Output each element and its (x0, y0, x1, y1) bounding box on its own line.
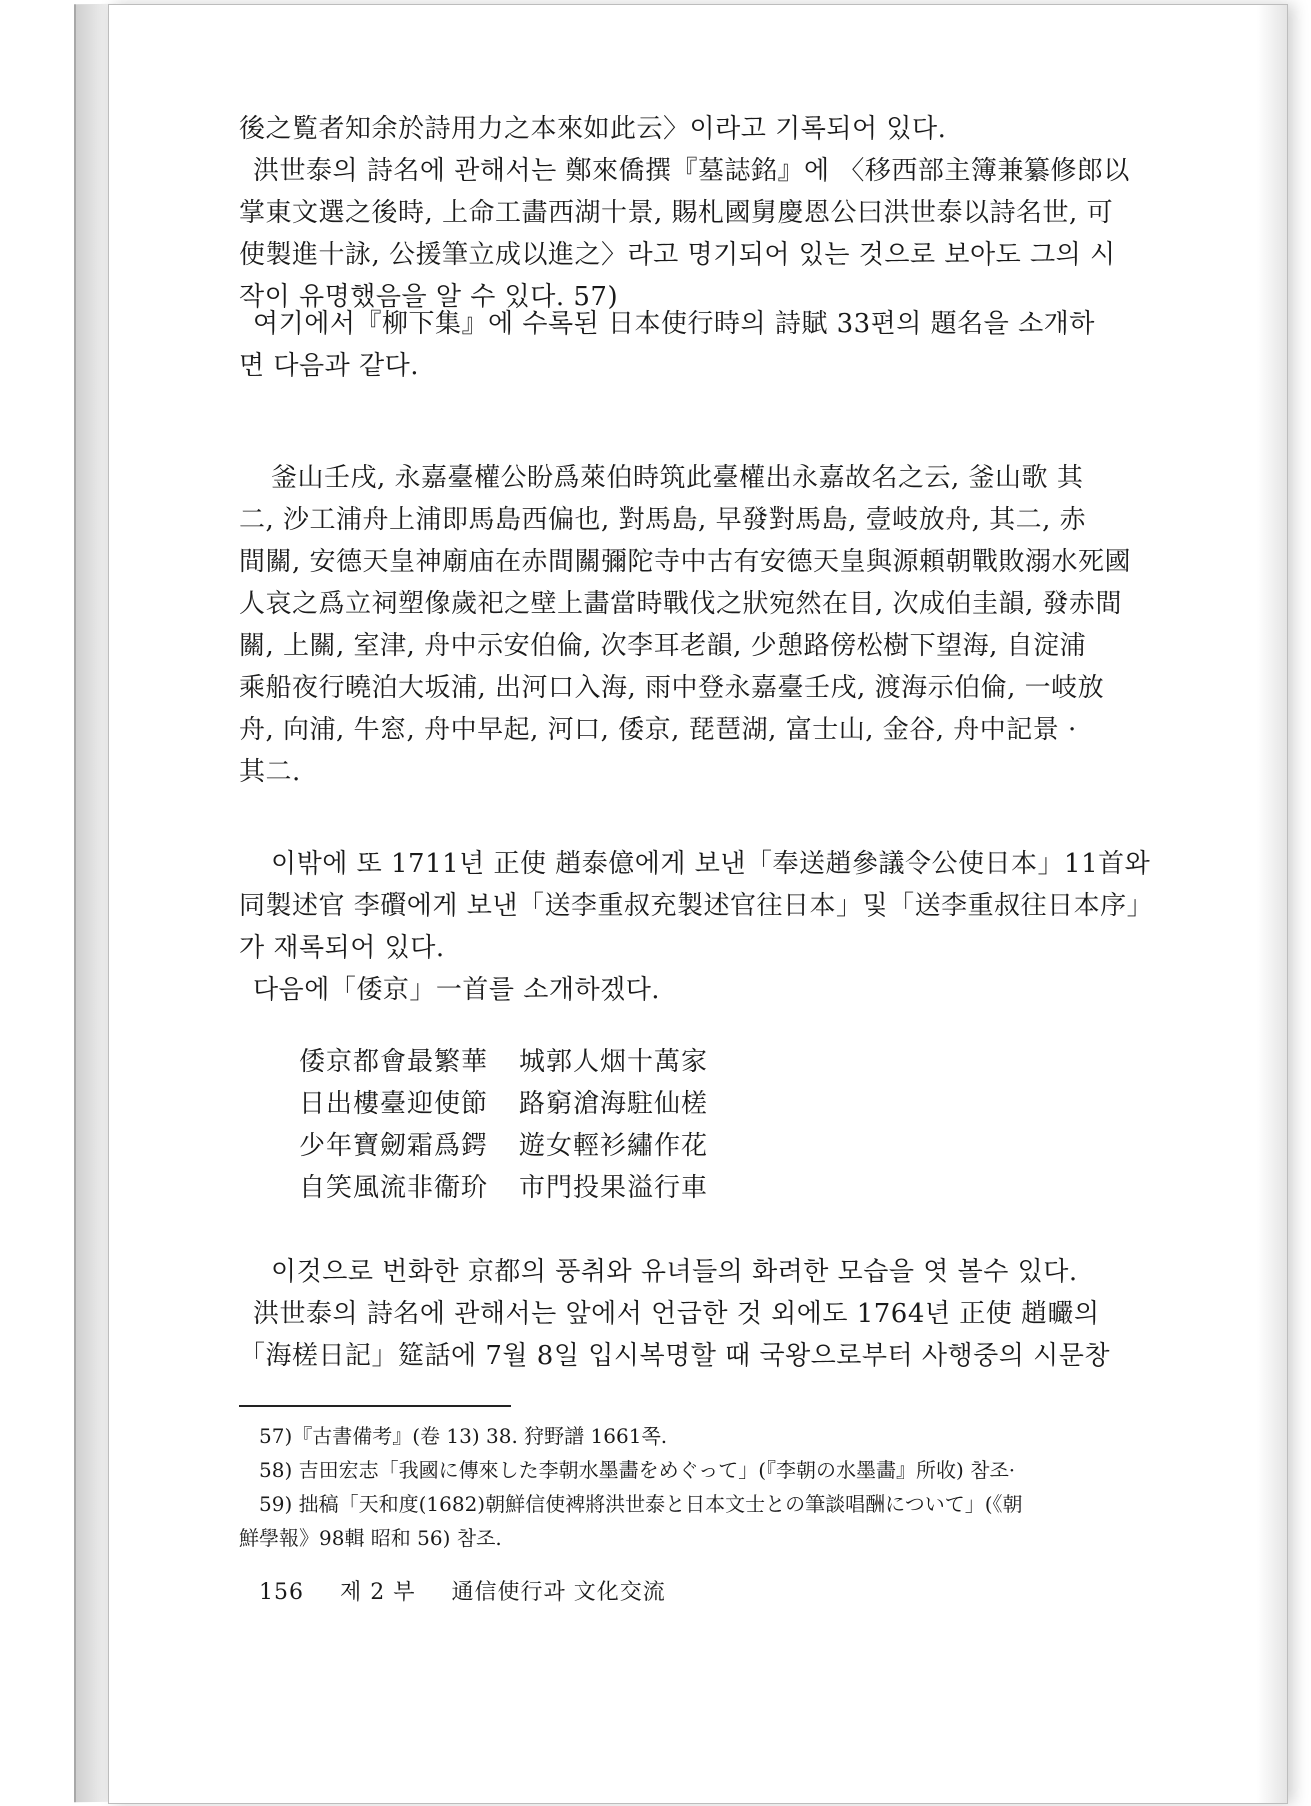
page-number: 156 (259, 1580, 304, 1605)
text-line: 洪世泰의 詩名에 관해서는 鄭來僑撰『墓誌銘』에 〈移西部主簿兼纂修郎以 (253, 156, 1130, 186)
book-page (108, 4, 1288, 1804)
poem-line-second-half: 遊女輕衫繡作花 (519, 1131, 709, 1161)
text-line: 關, 上關, 室津, 舟中示安伯倫, 次李耳老韻, 少憩路傍松樹下望海, 自淀浦 (239, 631, 1087, 661)
footnotes (239, 1419, 1288, 1555)
part-label: 제 2 부 (340, 1580, 416, 1605)
text-line: 掌東文選之後時, 上命工畵西湖十景, 賜札國舅慶恩公曰洪世泰以詩名世, 可 (239, 198, 1114, 228)
paragraph-3 (239, 843, 1288, 1011)
poem-line (299, 1083, 708, 1125)
poem-line-second-half: 市門投果溢行車 (519, 1173, 709, 1203)
footnote-57: 57)『古書備考』(卷 13) 38. 狩野譜 1661쪽. (259, 1424, 668, 1448)
poem-line-first-half: 少年寶劒霜爲鍔 (299, 1131, 489, 1161)
poem-line-first-half: 自笑風流非衞玠 (299, 1173, 489, 1203)
text-line: 작이 유명했음을 알 수 있다. 57) (239, 282, 619, 312)
text-line: 舟, 向浦, 牛窓, 舟中早起, 河口, 倭京, 琵琶湖, 富士山, 金谷, 舟中記景 · (239, 715, 1077, 745)
text-line: 間關, 安德天皇神廟庙在赤間關彌陀寺中古有安德天皇與源頼朝戰敗溺水死國 (239, 547, 1132, 577)
paragraph-1 (239, 108, 1288, 318)
poem-line-second-half: 城郭人烟十萬家 (519, 1047, 709, 1077)
paragraph-2 (239, 303, 1288, 387)
text-line: 이것으로 번화한 京都의 풍취와 유녀들의 화려한 모습을 엿 볼수 있다. (271, 1257, 1078, 1287)
text-line: 가 재록되어 있다. (239, 933, 445, 963)
text-line: 人哀之爲立祠塑像歲祀之壁上畵當時戰伐之狀宛然在目, 次成伯圭韻, 發赤間 (239, 589, 1123, 619)
text-line: 이밖에 또 1711년 正使 趙泰億에게 보낸「奉送趙參議令公使日本」11首와 (271, 849, 1151, 879)
running-footer (259, 1575, 694, 1606)
poem-line (299, 1167, 708, 1209)
text-line: 其二. (239, 757, 301, 787)
poem-line (299, 1125, 708, 1167)
text-line: 洪世泰의 詩名에 관해서는 앞에서 언급한 것 외에도 1764년 正使 趙曮의 (253, 1299, 1100, 1329)
text-line: 여기에서『柳下集』에 수록된 日本使行時의 詩賦 33편의 題名을 소개하 (253, 309, 1095, 339)
poem-line-first-half: 倭京都會最繁華 (299, 1047, 489, 1077)
footnote-59-continued: 鮮學報》98輯 昭和 56) 참조. (239, 1526, 502, 1550)
text-line: 後之覧者知余於詩用力之本來如此云〉이라고 기록되어 있다. (239, 114, 947, 144)
poem-line-first-half: 日出樓臺迎使節 (299, 1089, 489, 1119)
text-line: 면 다음과 같다. (239, 351, 419, 381)
text-line: 二, 沙工浦舟上浦即馬島西偏也, 對馬島, 早發對馬島, 壹岐放舟, 其二, 赤 (239, 505, 1087, 535)
poem-line-second-half: 路窮滄海駐仙槎 (519, 1089, 709, 1119)
section-title: 通信使行과 文化交流 (451, 1580, 666, 1605)
text-line: 釜山壬戌, 永嘉臺權公盼爲萊伯時筑此臺權出永嘉故名之云, 釜山歌 其 (271, 463, 1084, 493)
poem-titles-list (239, 457, 1288, 793)
poem-block (299, 1041, 708, 1209)
text-line: 다음에「倭京」一首를 소개하겠다. (253, 975, 661, 1005)
paragraph-4 (239, 1251, 1288, 1377)
footnote-58: 58) 吉田宏志「我國に傳來した李朝水墨畵をめぐって」(『李朝の水墨畵』所收) 참조· (259, 1458, 1016, 1482)
poem-line (299, 1041, 708, 1083)
footnote-divider (239, 1405, 511, 1407)
text-line: 同製述官 李礥에게 보낸「送李重叔充製述官往日本」및「送李重叔往日本序」 (239, 891, 1154, 921)
text-line: 乘船夜行曉泊大坂浦, 出河口入海, 雨中登永嘉臺壬戌, 渡海示伯倫, 一岐放 (239, 673, 1105, 703)
footnote-59: 59) 拙稿「天和度(1682)朝鮮信使裨將洪世泰と日本文士との筆談唱酬について」(《朝 (259, 1492, 1023, 1516)
text-line: 「海槎日記」筵話에 7월 8일 입시복명할 때 국왕으로부터 사행중의 시문창 (239, 1341, 1110, 1371)
text-line: 使製進十詠, 公援筆立成以進之〉라고 명기되어 있는 것으로 보아도 그의 시 (239, 240, 1116, 270)
